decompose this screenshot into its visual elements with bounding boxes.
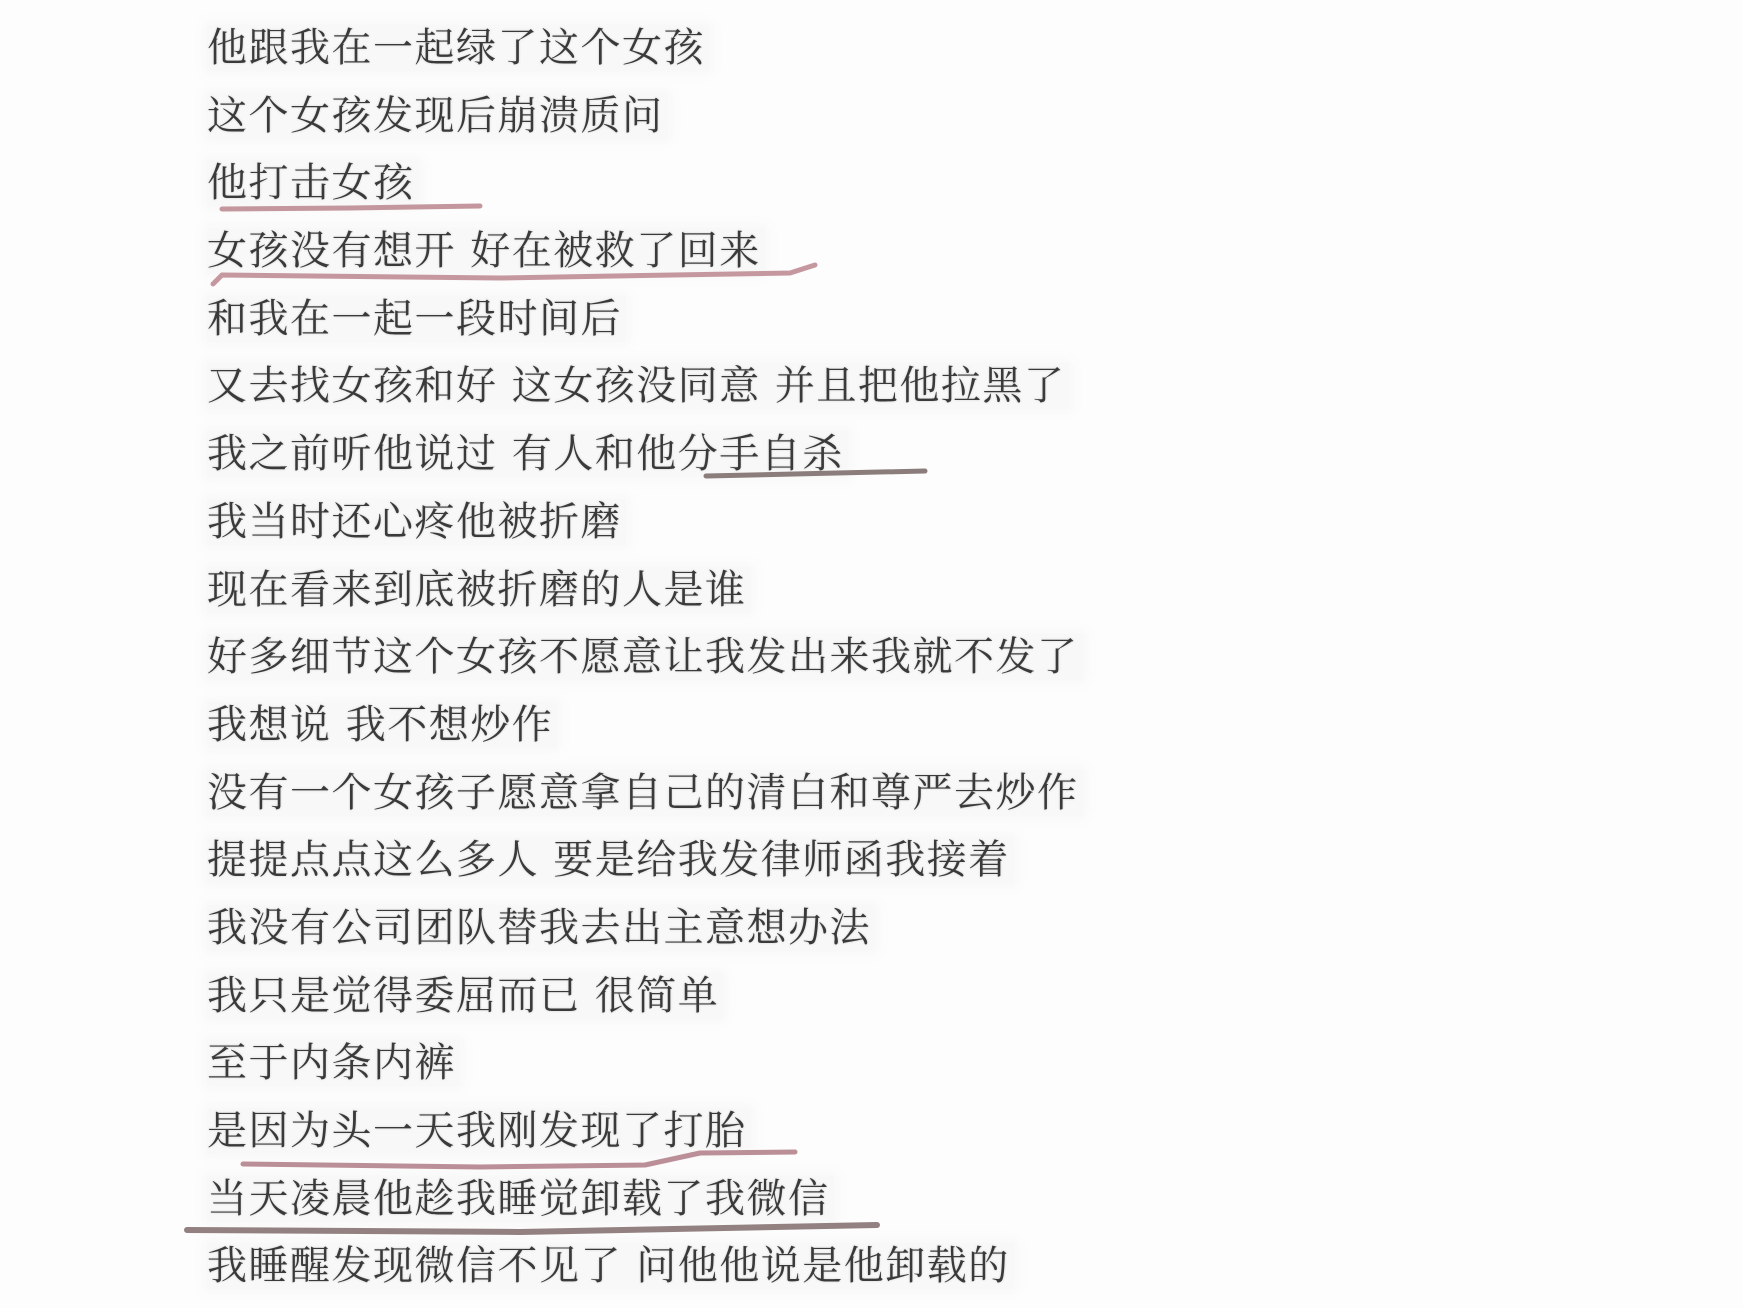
post-line-9 — [207, 557, 1607, 625]
post-line-13 — [207, 827, 1607, 895]
post-line-11 — [207, 692, 1607, 760]
post-line-text: 他打击女孩 — [207, 160, 419, 206]
post-line-18 — [207, 1166, 1607, 1234]
post-line-text: 女孩没有想开 好在被救了回来 — [207, 228, 765, 274]
post-line-text: 我没有公司团队替我去出主意想办法 — [207, 905, 875, 951]
post-line-6 — [207, 353, 1607, 421]
post-line-text: 我想说 我不想炒作 — [207, 702, 557, 748]
post-line-text: 又去找女孩和好 这女孩没同意 并且把他拉黑了 — [207, 363, 1069, 409]
post-line-text: 我只是觉得委屈而已 很简单 — [207, 973, 723, 1019]
post-line-17 — [207, 1098, 1607, 1166]
post-line-14 — [207, 895, 1607, 963]
post-text-block — [207, 15, 1607, 1301]
post-line-15 — [207, 963, 1607, 1031]
post-line-10 — [207, 624, 1607, 692]
post-line-text: 好多细节这个女孩不愿意让我发出来我就不发了 — [207, 634, 1083, 680]
post-line-16 — [207, 1030, 1607, 1098]
post-line-text: 至于内条内裤 — [207, 1040, 460, 1086]
post-line-text: 和我在一起一段时间后 — [207, 296, 626, 342]
post-line-8 — [207, 489, 1607, 557]
post-line-text: 这个女孩发现后崩溃质问 — [207, 93, 668, 139]
post-line-7 — [207, 421, 1607, 489]
post-line-text: 他跟我在一起绿了这个女孩 — [207, 25, 709, 71]
post-line-text: 是因为头一天我刚发现了打胎 — [207, 1108, 751, 1154]
post-line-4 — [207, 218, 1607, 286]
post-line-12 — [207, 760, 1607, 828]
post-line-1 — [207, 15, 1607, 83]
post-line-19 — [207, 1233, 1607, 1301]
post-line-text: 我睡醒发现微信不见了 问他他说是他卸载的 — [207, 1243, 1014, 1289]
post-line-text: 没有一个女孩子愿意拿自己的清白和尊严去炒作 — [207, 770, 1083, 816]
post-line-5 — [207, 286, 1607, 354]
post-line-text: 提提点点这么多人 要是给我发律师函我接着 — [207, 837, 1014, 883]
post-line-3 — [207, 150, 1607, 218]
post-line-text: 我之前听他说过 有人和他分手自杀 — [207, 431, 848, 477]
post-line-2 — [207, 83, 1607, 151]
post-line-text: 当天凌晨他趁我睡觉卸载了我微信 — [207, 1176, 834, 1222]
post-line-text: 我当时还心疼他被折磨 — [207, 499, 626, 545]
post-line-text: 现在看来到底被折磨的人是谁 — [207, 567, 751, 613]
